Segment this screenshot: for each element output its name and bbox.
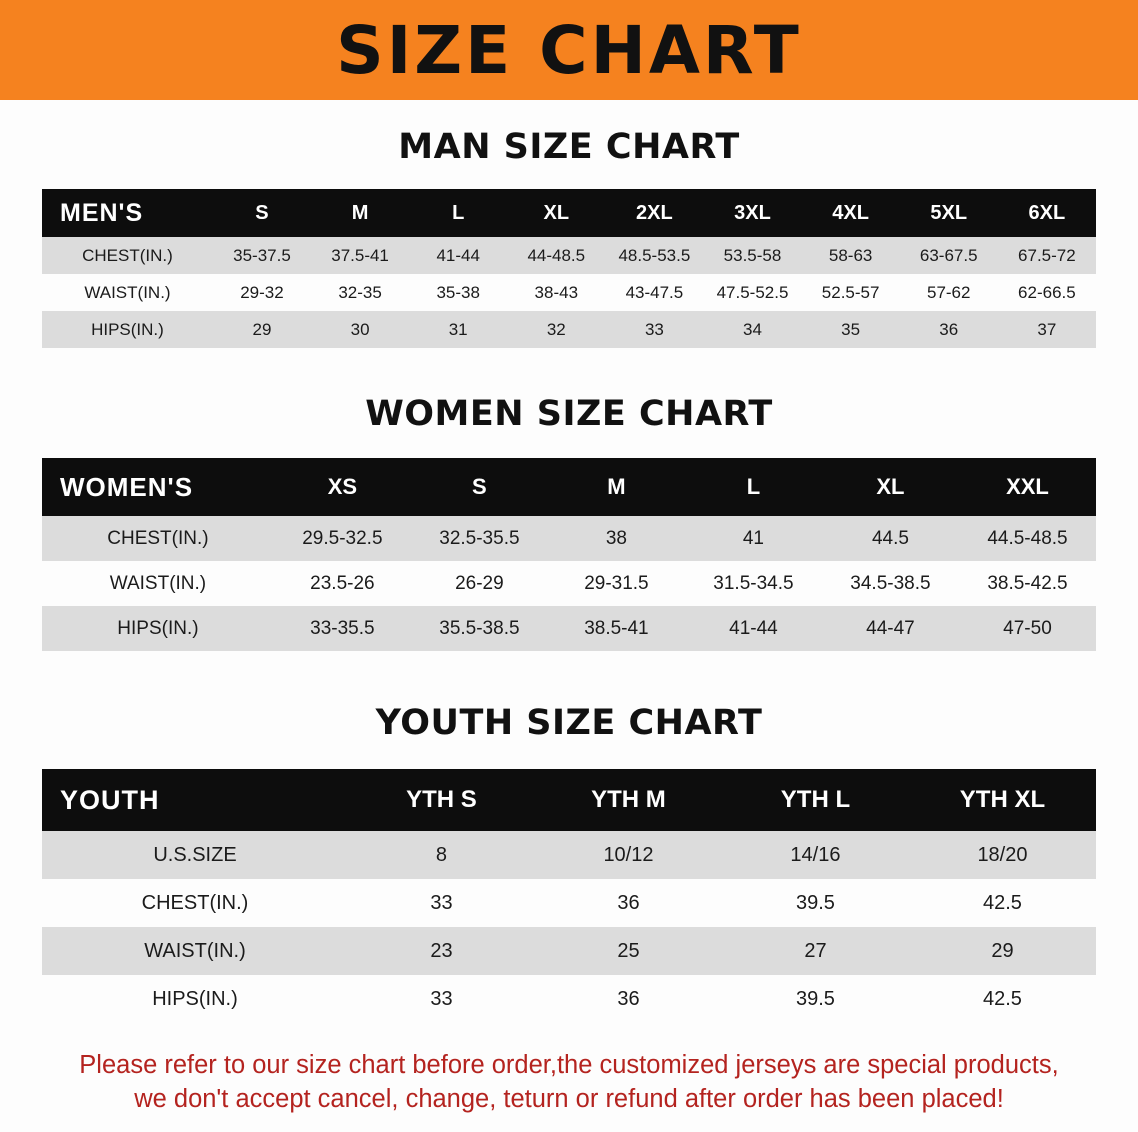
table-row xyxy=(42,237,1096,274)
table-cell: 58-63 xyxy=(828,245,873,265)
youth-row-label-hips: HIPS(IN.) xyxy=(152,987,238,1010)
man-row-label-hips: HIPS(IN.) xyxy=(91,319,164,339)
table-cell: 29-31.5 xyxy=(584,572,649,594)
youth-table-wrap xyxy=(42,769,1096,1023)
table-cell: 36 xyxy=(617,891,640,914)
youth-header-xl: YTH XL xyxy=(959,786,1046,813)
women-header-label: WOMEN'S xyxy=(60,471,194,502)
table-cell: 47.5-52.5 xyxy=(716,282,789,302)
table-cell: 35-38 xyxy=(436,282,480,302)
table-row xyxy=(42,516,1096,561)
man-header-6xl: 6XL xyxy=(1028,201,1066,224)
table-cell: 14/16 xyxy=(790,843,841,866)
table-cell: 53.5-58 xyxy=(723,245,782,265)
table-cell: 48.5-53.5 xyxy=(618,245,691,265)
youth-size-table xyxy=(42,769,1096,1023)
table-cell: 23.5-26 xyxy=(310,572,375,594)
man-header-label: MEN'S xyxy=(60,198,144,227)
table-cell: 34.5-38.5 xyxy=(850,572,931,594)
table-cell: 42.5 xyxy=(983,891,1022,914)
table-cell: 31.5-34.5 xyxy=(713,572,794,594)
table-cell: 33 xyxy=(430,987,453,1010)
table-cell: 36 xyxy=(939,319,959,339)
table-cell: 44.5 xyxy=(871,527,909,549)
table-cell: 30 xyxy=(350,319,370,339)
table-cell: 35 xyxy=(841,319,861,339)
youth-header-label: YOUTH xyxy=(60,784,160,815)
table-header-row xyxy=(42,458,1096,516)
youth-header-s: YTH S xyxy=(406,786,477,813)
table-cell: 38-43 xyxy=(534,282,579,302)
table-cell: 34 xyxy=(743,319,762,339)
table-cell: 44-47 xyxy=(866,617,915,639)
table-cell: 8 xyxy=(435,843,448,866)
page-title: SIZE CHART xyxy=(336,12,802,89)
man-header-m: M xyxy=(351,201,369,224)
table-cell: 37 xyxy=(1037,319,1057,339)
man-row-label-waist: WAIST(IN.) xyxy=(84,282,171,302)
table-cell: 31 xyxy=(448,319,468,339)
table-cell: 26-29 xyxy=(455,572,504,594)
table-cell: 63-67.5 xyxy=(919,245,978,265)
table-cell: 38.5-42.5 xyxy=(987,572,1068,594)
table-cell: 42.5 xyxy=(983,987,1022,1010)
table-cell: 43-47.5 xyxy=(625,282,684,302)
table-cell: 29.5-32.5 xyxy=(302,527,383,549)
women-header-xxl: XXL xyxy=(1006,474,1049,499)
table-cell: 47-50 xyxy=(1003,617,1052,639)
table-header-row xyxy=(42,769,1096,831)
women-header-m: M xyxy=(607,474,626,499)
women-size-table xyxy=(42,458,1096,651)
man-header-xl: XL xyxy=(543,201,570,224)
youth-row-label-chest: CHEST(IN.) xyxy=(141,891,249,914)
table-cell: 41 xyxy=(742,527,764,549)
table-row xyxy=(42,831,1096,879)
table-cell: 62-66.5 xyxy=(1018,282,1076,302)
table-cell: 41-44 xyxy=(729,617,778,639)
man-header-2xl: 2XL xyxy=(636,201,673,224)
table-row xyxy=(42,927,1096,975)
table-cell: 35-37.5 xyxy=(233,245,291,265)
table-row xyxy=(42,311,1096,348)
women-header-l: L xyxy=(746,474,761,499)
man-header-5xl: 5XL xyxy=(930,201,968,224)
table-row xyxy=(42,561,1096,606)
women-header-xl: XL xyxy=(876,474,905,499)
youth-row-label-us-size: U.S.SIZE xyxy=(153,843,237,866)
youth-header-l: YTH L xyxy=(780,786,851,813)
table-cell: 67.5-72 xyxy=(1018,245,1076,265)
table-row xyxy=(42,606,1096,651)
man-header-4xl: 4XL xyxy=(832,201,869,224)
women-row-label-chest: CHEST(IN.) xyxy=(107,527,209,549)
table-cell: 37.5-41 xyxy=(331,245,389,265)
table-cell: 29 xyxy=(991,939,1014,962)
women-header-xs: XS xyxy=(327,474,358,499)
table-cell: 32.5-35.5 xyxy=(439,527,520,549)
disclaimer-line-1: Please refer to our size chart before order,the customized jerseys are special products, xyxy=(79,1051,1059,1079)
man-header-3xl: 3XL xyxy=(734,201,771,224)
table-cell: 10/12 xyxy=(603,843,654,866)
table-cell: 38.5-41 xyxy=(584,617,649,639)
disclaimer-note xyxy=(38,1049,1100,1116)
women-section-heading: WOMEN SIZE CHART xyxy=(365,394,773,434)
table-cell: 23 xyxy=(430,939,453,962)
table-cell: 39.5 xyxy=(795,987,835,1010)
table-cell: 39.5 xyxy=(795,891,835,914)
table-cell: 18/20 xyxy=(977,843,1028,866)
table-cell: 32-35 xyxy=(338,282,382,302)
table-cell: 29 xyxy=(252,319,272,339)
disclaimer-line-2: we don't accept cancel, change, teturn or refund after order has been placed! xyxy=(134,1084,1004,1113)
table-cell: 29-32 xyxy=(240,282,284,302)
table-cell: 41-44 xyxy=(436,245,480,265)
man-section-heading: MAN SIZE CHART xyxy=(398,127,740,167)
table-cell: 33 xyxy=(430,891,453,914)
table-cell: 25 xyxy=(617,939,640,962)
man-header-l: L xyxy=(452,201,465,224)
women-table-wrap xyxy=(42,458,1096,651)
table-cell: 32 xyxy=(546,319,566,339)
table-cell: 44-48.5 xyxy=(527,245,586,265)
page-banner xyxy=(0,0,1138,100)
youth-header-m: YTH M xyxy=(591,786,666,813)
table-cell: 36 xyxy=(617,987,640,1010)
table-row xyxy=(42,879,1096,927)
table-header-row xyxy=(42,189,1096,237)
man-header-s: S xyxy=(255,201,269,224)
man-table-wrap xyxy=(42,189,1096,348)
table-cell: 38 xyxy=(605,527,627,549)
man-size-table xyxy=(42,189,1096,348)
table-cell: 27 xyxy=(804,939,827,962)
youth-row-label-waist: WAIST(IN.) xyxy=(144,939,246,962)
women-header-s: S xyxy=(472,474,487,499)
youth-section-heading: YOUTH SIZE CHART xyxy=(375,703,763,743)
man-row-label-chest: CHEST(IN.) xyxy=(82,245,173,265)
table-cell: 35.5-38.5 xyxy=(439,617,520,639)
table-cell: 33-35.5 xyxy=(310,617,375,639)
table-cell: 57-62 xyxy=(926,282,971,302)
women-row-label-waist: WAIST(IN.) xyxy=(109,572,207,594)
table-row xyxy=(42,274,1096,311)
table-cell: 33 xyxy=(644,319,664,339)
women-row-label-hips: HIPS(IN.) xyxy=(117,617,199,639)
table-cell: 44.5-48.5 xyxy=(987,527,1068,549)
table-cell: 52.5-57 xyxy=(821,282,880,302)
table-row xyxy=(42,975,1096,1023)
